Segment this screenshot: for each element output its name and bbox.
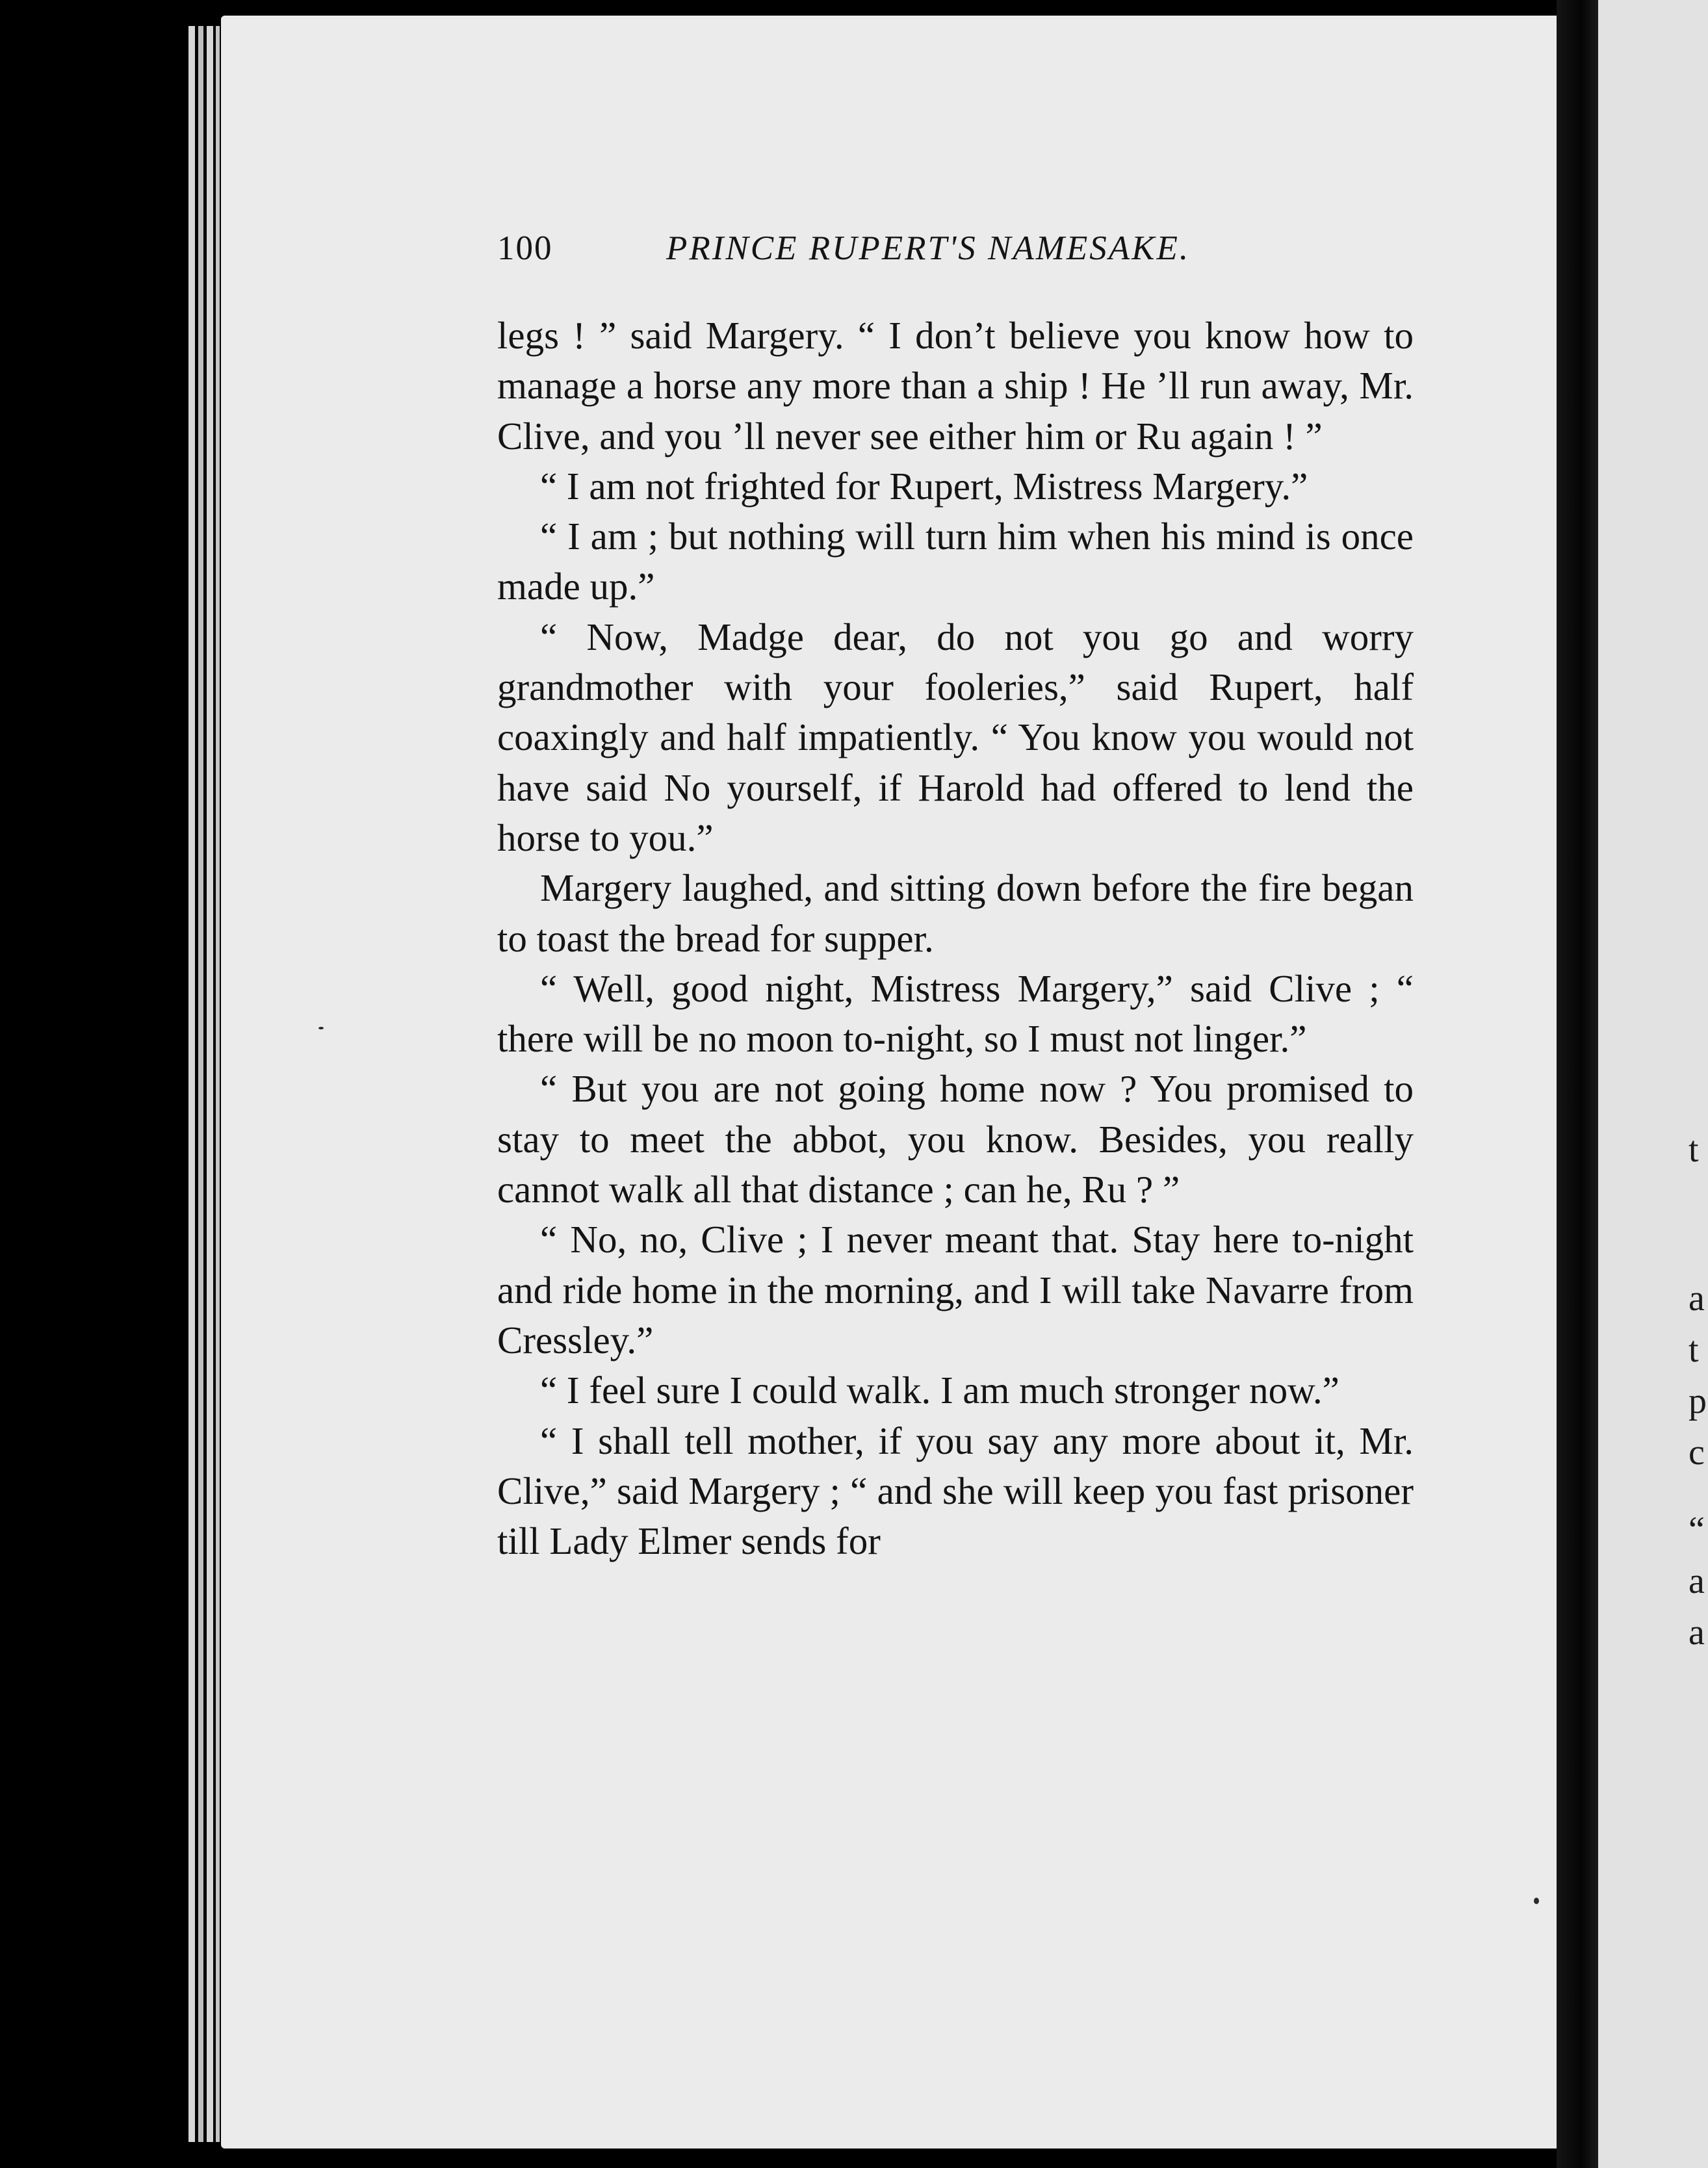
facing-char: a [1689, 1278, 1705, 1319]
paragraph-9: “ I feel sure I could walk. I am much stronger now.” [540, 1369, 1339, 1412]
facing-char: p [1689, 1381, 1707, 1421]
paragraph-7: “ But you are not going home now ? You promised to stay to meet the abbot, you know. Besides, you really cannot walk all that distance ; can he, Ru ? ” [497, 1067, 1414, 1211]
paragraph-1: legs ! ” said Margery. “ I don’t believe you know how to manage a horse any more than a ship ! He ’ll run away, Mr. Clive, and you ’ll never see either him or Ru again ! ” [497, 314, 1414, 458]
paragraph-8: “ No, no, Clive ; I never meant that. Stay here to-night and ride home in the morning, and I will take Navarre from Cressley.” [497, 1218, 1414, 1361]
paragraph-6: “ Well, good night, Mistress Margery,” said Clive ; “ there will be no moon to-night, so I must not linger.” [497, 966, 1414, 1061]
running-head [497, 229, 1420, 274]
facing-page-strip [1598, 0, 1708, 2168]
gutter-shadow [1557, 0, 1598, 2168]
body-text [497, 311, 1414, 1566]
running-title: PRINCE RUPERT'S NAMESAKE. [666, 229, 1191, 267]
facing-page-fragment [1689, 1124, 1708, 1658]
paragraph-10: “ I shall tell mother, if you say any more about it, Mr. Clive,” said Margery ; “ and she will keep you fast prisoner till Lady Elmer sends for [497, 1419, 1414, 1563]
page-number: 100 [497, 229, 553, 267]
facing-char: a [1689, 1612, 1705, 1653]
speck-mark [1534, 1898, 1539, 1904]
page-edge-2 [198, 26, 203, 2142]
facing-char: t [1689, 1330, 1699, 1370]
facing-char: t [1689, 1129, 1699, 1170]
page-edge-3 [207, 26, 213, 2142]
page-edge-4 [216, 26, 220, 2142]
facing-char: “ [1689, 1510, 1705, 1550]
facing-char: c [1689, 1432, 1705, 1473]
paragraph-2: “ I am not frighted for Rupert, Mistress Margery.” [540, 464, 1308, 508]
page-edge-1 [188, 26, 195, 2142]
paragraph-3: “ I am ; but nothing will turn him when his mind is once made up.” [497, 515, 1414, 608]
speck-mark [318, 1027, 324, 1029]
paragraph-5: Margery laughed, and sitting down before the fire began to toast the bread for supper. [497, 866, 1414, 960]
paragraph-4: “ Now, Madge dear, do not you go and worry grandmother with your fooleries,” said Rupert, half coaxingly and half impatiently. “ You know you would not have said No yourself, if Harold had offered to lend the horse to you.” [497, 615, 1414, 859]
facing-char: a [1689, 1561, 1705, 1601]
